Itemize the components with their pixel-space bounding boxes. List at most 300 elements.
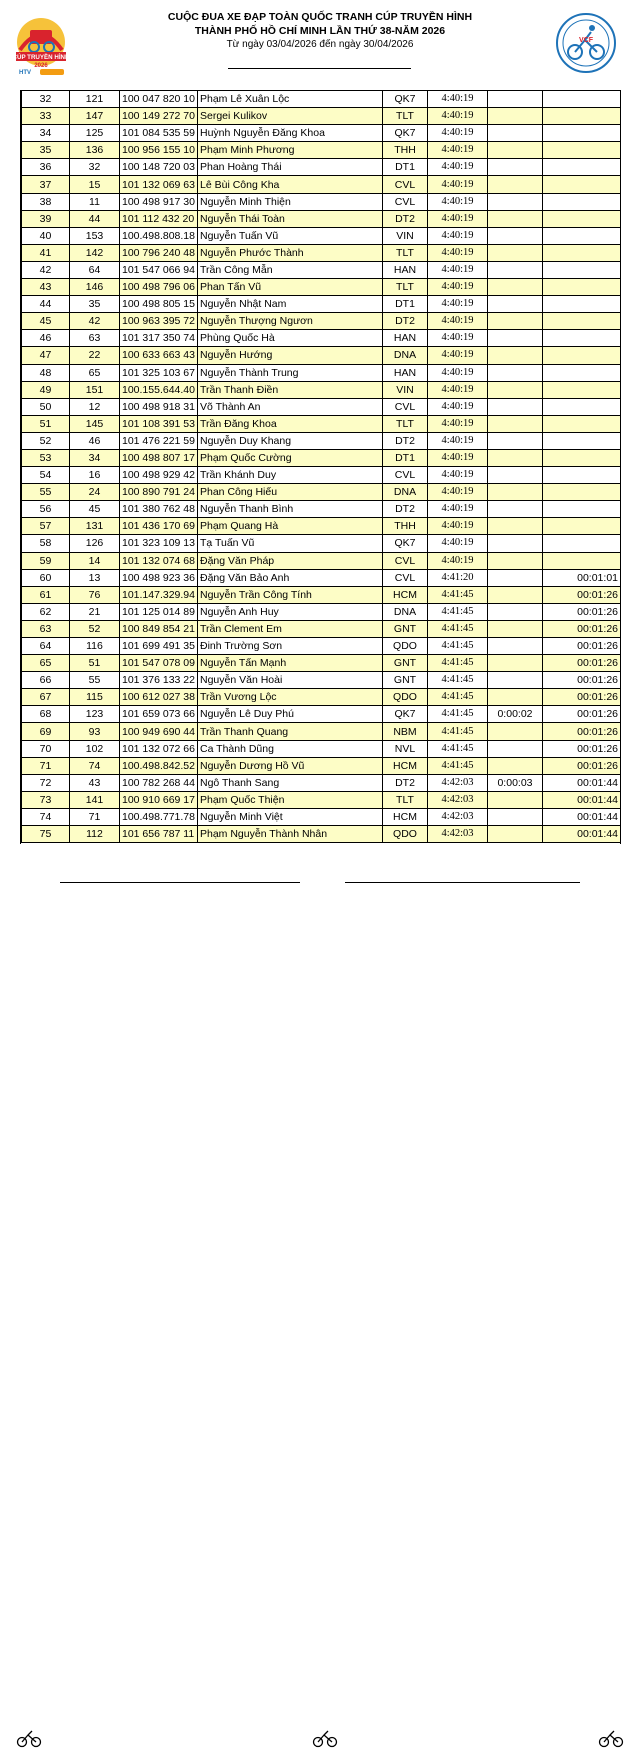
rider-name-cell: Đặng Văn Pháp bbox=[198, 552, 383, 569]
title-underline bbox=[228, 68, 411, 69]
gap-cell: 00:01:44 bbox=[543, 774, 621, 791]
gap-cell bbox=[543, 518, 621, 535]
team-code-cell: DT2 bbox=[383, 210, 428, 227]
bib-cell: 51 bbox=[70, 655, 120, 672]
title-line-1: CUỘC ĐUA XE ĐẠP TOÀN QUỐC TRANH CÚP TRUYỀN HÌNH bbox=[167, 11, 473, 23]
time-cell: 4:40:19 bbox=[428, 279, 488, 296]
bonus-cell bbox=[488, 432, 543, 449]
bonus-cell bbox=[488, 210, 543, 227]
rider-name-cell: Nguyễn Hướng bbox=[198, 347, 383, 364]
gap-cell bbox=[543, 364, 621, 381]
gap-cell bbox=[543, 125, 621, 142]
uci-id-cell: 100 498 929 42 bbox=[120, 467, 198, 484]
time-cell: 4:40:19 bbox=[428, 535, 488, 552]
bonus-cell bbox=[488, 723, 543, 740]
bonus-cell bbox=[488, 261, 543, 278]
rank-cell: 65 bbox=[22, 655, 70, 672]
rank-cell: 54 bbox=[22, 467, 70, 484]
uci-id-cell: 101 108 391 53 bbox=[120, 415, 198, 432]
gap-cell bbox=[543, 244, 621, 261]
bonus-cell bbox=[488, 808, 543, 825]
uci-id-cell: 100.498.771.78 bbox=[120, 808, 198, 825]
table-row bbox=[22, 125, 621, 142]
bib-cell: 112 bbox=[70, 826, 120, 843]
bib-cell: 131 bbox=[70, 518, 120, 535]
rider-name-cell: Trần Vương Lộc bbox=[198, 689, 383, 706]
team-code-cell: CVL bbox=[383, 569, 428, 586]
team-code-cell: CVL bbox=[383, 398, 428, 415]
gap-cell bbox=[543, 415, 621, 432]
rank-cell: 69 bbox=[22, 723, 70, 740]
team-code-cell: CVL bbox=[383, 176, 428, 193]
bib-cell: 147 bbox=[70, 108, 120, 125]
team-code-cell: HCM bbox=[383, 808, 428, 825]
gap-cell bbox=[543, 279, 621, 296]
rank-cell: 62 bbox=[22, 603, 70, 620]
date-range: Từ ngày 03/04/2026 đến ngày 30/04/2026 bbox=[226, 39, 414, 50]
rank-cell: 47 bbox=[22, 347, 70, 364]
gap-cell: 00:01:44 bbox=[543, 791, 621, 808]
gap-cell bbox=[543, 261, 621, 278]
uci-id-cell: 100 498 917 30 bbox=[120, 193, 198, 210]
bib-cell: 14 bbox=[70, 552, 120, 569]
table-row bbox=[22, 740, 621, 757]
team-code-cell: DT1 bbox=[383, 296, 428, 313]
bonus-cell bbox=[488, 296, 543, 313]
uci-id-cell: 101 112 432 20 bbox=[120, 210, 198, 227]
uci-id-cell: 100 498 923 36 bbox=[120, 569, 198, 586]
gap-cell bbox=[543, 330, 621, 347]
table-row bbox=[22, 467, 621, 484]
bib-cell: 46 bbox=[70, 432, 120, 449]
table-row bbox=[22, 108, 621, 125]
bib-cell: 43 bbox=[70, 774, 120, 791]
rider-name-cell: Phạm Quốc Cường bbox=[198, 449, 383, 466]
table-row bbox=[22, 398, 621, 415]
team-code-cell: TLT bbox=[383, 108, 428, 125]
gap-cell bbox=[543, 91, 621, 108]
rank-cell: 55 bbox=[22, 484, 70, 501]
uci-id-cell: 101 376 133 22 bbox=[120, 672, 198, 689]
team-code-cell: DT2 bbox=[383, 774, 428, 791]
uci-id-cell: 101 125 014 89 bbox=[120, 603, 198, 620]
table-row bbox=[22, 347, 621, 364]
time-cell: 4:40:19 bbox=[428, 501, 488, 518]
bonus-cell bbox=[488, 91, 543, 108]
rider-name-cell: Phan Tấn Vũ bbox=[198, 279, 383, 296]
bib-cell: 63 bbox=[70, 330, 120, 347]
uci-id-cell: 101 380 762 48 bbox=[120, 501, 198, 518]
bib-cell: 52 bbox=[70, 620, 120, 637]
time-cell: 4:40:19 bbox=[428, 518, 488, 535]
rider-name-cell: Phạm Minh Phương bbox=[198, 142, 383, 159]
table-row bbox=[22, 774, 621, 791]
team-code-cell: QDO bbox=[383, 638, 428, 655]
rider-name-cell: Nguyễn Thái Toàn bbox=[198, 210, 383, 227]
table-row bbox=[22, 261, 621, 278]
time-cell: 4:40:19 bbox=[428, 432, 488, 449]
table-row bbox=[22, 808, 621, 825]
table-row bbox=[22, 415, 621, 432]
bonus-cell bbox=[488, 227, 543, 244]
gap-cell: 00:01:44 bbox=[543, 808, 621, 825]
table-row bbox=[22, 603, 621, 620]
team-code-cell: QDO bbox=[383, 826, 428, 843]
time-cell: 4:41:45 bbox=[428, 740, 488, 757]
logo-left-sponsor: HTV bbox=[19, 70, 31, 76]
table-row bbox=[22, 210, 621, 227]
time-cell: 4:41:45 bbox=[428, 706, 488, 723]
team-code-cell: QK7 bbox=[383, 125, 428, 142]
rank-cell: 57 bbox=[22, 518, 70, 535]
bib-cell: 74 bbox=[70, 757, 120, 774]
rank-cell: 60 bbox=[22, 569, 70, 586]
page-header bbox=[0, 0, 640, 88]
team-code-cell: QDO bbox=[383, 689, 428, 706]
team-code-cell: DT2 bbox=[383, 313, 428, 330]
bonus-cell bbox=[488, 672, 543, 689]
time-cell: 4:42:03 bbox=[428, 791, 488, 808]
table-row bbox=[22, 432, 621, 449]
rider-name-cell: Nguyễn Nhật Nam bbox=[198, 296, 383, 313]
rank-cell: 50 bbox=[22, 398, 70, 415]
table-row bbox=[22, 296, 621, 313]
rider-name-cell: Nguyễn Duy Khang bbox=[198, 432, 383, 449]
bonus-cell bbox=[488, 159, 543, 176]
time-cell: 4:40:19 bbox=[428, 125, 488, 142]
bonus-cell bbox=[488, 740, 543, 757]
gap-cell bbox=[543, 552, 621, 569]
table-row bbox=[22, 689, 621, 706]
time-cell: 4:41:45 bbox=[428, 638, 488, 655]
footer-divider bbox=[345, 882, 580, 883]
bib-cell: 71 bbox=[70, 808, 120, 825]
rider-name-cell: Ngô Thanh Sang bbox=[198, 774, 383, 791]
bib-cell: 145 bbox=[70, 415, 120, 432]
logo-left-text: CÚP TRUYỀN HÌNH bbox=[12, 54, 70, 61]
gap-cell: 00:01:26 bbox=[543, 689, 621, 706]
uci-id-cell: 100 633 663 43 bbox=[120, 347, 198, 364]
gap-cell: 00:01:26 bbox=[543, 586, 621, 603]
bonus-cell bbox=[488, 638, 543, 655]
tv-cup-logo bbox=[10, 14, 72, 76]
bib-cell: 16 bbox=[70, 467, 120, 484]
rank-cell: 34 bbox=[22, 125, 70, 142]
bib-cell: 93 bbox=[70, 723, 120, 740]
rank-cell: 40 bbox=[22, 227, 70, 244]
gap-cell bbox=[543, 108, 621, 125]
rider-name-cell: Nguyễn Thượng Ngươn bbox=[198, 313, 383, 330]
table-row bbox=[22, 757, 621, 774]
bonus-cell bbox=[488, 484, 543, 501]
rank-cell: 59 bbox=[22, 552, 70, 569]
table-row bbox=[22, 586, 621, 603]
team-code-cell: HAN bbox=[383, 330, 428, 347]
bonus-cell: 0:00:02 bbox=[488, 706, 543, 723]
uci-id-cell: 100 890 791 24 bbox=[120, 484, 198, 501]
gap-cell bbox=[543, 176, 621, 193]
team-code-cell: THH bbox=[383, 518, 428, 535]
gap-cell: 00:01:26 bbox=[543, 638, 621, 655]
rank-cell: 38 bbox=[22, 193, 70, 210]
rank-cell: 70 bbox=[22, 740, 70, 757]
table-row bbox=[22, 826, 621, 843]
bonus-cell bbox=[488, 279, 543, 296]
rank-cell: 71 bbox=[22, 757, 70, 774]
time-cell: 4:41:45 bbox=[428, 586, 488, 603]
bonus-cell bbox=[488, 108, 543, 125]
uci-id-cell: 101 656 787 11 bbox=[120, 826, 198, 843]
gap-cell: 00:01:26 bbox=[543, 655, 621, 672]
uci-id-cell: 100.155.644.40 bbox=[120, 381, 198, 398]
uci-id-cell: 100 949 690 44 bbox=[120, 723, 198, 740]
bib-cell: 65 bbox=[70, 364, 120, 381]
team-code-cell: NBM bbox=[383, 723, 428, 740]
gap-cell bbox=[543, 467, 621, 484]
table-row bbox=[22, 535, 621, 552]
table-row bbox=[22, 381, 621, 398]
rank-cell: 52 bbox=[22, 432, 70, 449]
bonus-cell bbox=[488, 603, 543, 620]
gap-cell bbox=[543, 193, 621, 210]
time-cell: 4:40:19 bbox=[428, 398, 488, 415]
gap-cell bbox=[543, 227, 621, 244]
bonus-cell bbox=[488, 552, 543, 569]
time-cell: 4:40:19 bbox=[428, 415, 488, 432]
uci-id-cell: 101 132 074 68 bbox=[120, 552, 198, 569]
rider-name-cell: Trần Khánh Duy bbox=[198, 467, 383, 484]
time-cell: 4:42:03 bbox=[428, 826, 488, 843]
team-code-cell: GNT bbox=[383, 620, 428, 637]
uci-id-cell: 100 149 272 70 bbox=[120, 108, 198, 125]
rider-name-cell: Lê Bùi Công Kha bbox=[198, 176, 383, 193]
uci-id-cell: 101 659 073 66 bbox=[120, 706, 198, 723]
bib-cell: 126 bbox=[70, 535, 120, 552]
rider-name-cell: Nguyễn Anh Huy bbox=[198, 603, 383, 620]
uci-id-cell: 100 498 918 31 bbox=[120, 398, 198, 415]
bonus-cell bbox=[488, 244, 543, 261]
title-line-2: THÀNH PHỐ HỒ CHÍ MINH LẦN THỨ 38-NĂM 2026 bbox=[194, 25, 446, 37]
rider-name-cell: Phùng Quốc Hà bbox=[198, 330, 383, 347]
uci-id-cell: 101 547 066 94 bbox=[120, 261, 198, 278]
rider-name-cell: Nguyễn Phước Thành bbox=[198, 244, 383, 261]
team-code-cell: HAN bbox=[383, 261, 428, 278]
table-row bbox=[22, 501, 621, 518]
time-cell: 4:41:45 bbox=[428, 689, 488, 706]
uci-id-cell: 100 148 720 03 bbox=[120, 159, 198, 176]
gap-cell: 00:01:26 bbox=[543, 757, 621, 774]
table-row bbox=[22, 227, 621, 244]
rider-name-cell: Võ Thành An bbox=[198, 398, 383, 415]
bonus-cell bbox=[488, 586, 543, 603]
bib-cell: 136 bbox=[70, 142, 120, 159]
bib-cell: 116 bbox=[70, 638, 120, 655]
table-row bbox=[22, 552, 621, 569]
gap-cell bbox=[543, 398, 621, 415]
rider-name-cell: Nguyễn Tuấn Vũ bbox=[198, 227, 383, 244]
vcf-logo bbox=[555, 12, 617, 74]
gap-cell bbox=[543, 313, 621, 330]
bonus-cell bbox=[488, 689, 543, 706]
bib-cell: 123 bbox=[70, 706, 120, 723]
uci-id-cell: 100 498 805 15 bbox=[120, 296, 198, 313]
time-cell: 4:40:19 bbox=[428, 467, 488, 484]
time-cell: 4:42:03 bbox=[428, 774, 488, 791]
table-row bbox=[22, 723, 621, 740]
gap-cell: 00:01:26 bbox=[543, 603, 621, 620]
time-cell: 4:40:19 bbox=[428, 552, 488, 569]
rider-name-cell: Nguyễn Văn Hoài bbox=[198, 672, 383, 689]
rider-name-cell: Nguyễn Minh Việt bbox=[198, 808, 383, 825]
time-cell: 4:41:45 bbox=[428, 757, 488, 774]
bib-cell: 32 bbox=[70, 159, 120, 176]
gap-cell: 00:01:26 bbox=[543, 706, 621, 723]
time-cell: 4:40:19 bbox=[428, 176, 488, 193]
rider-name-cell: Trần Clement Em bbox=[198, 620, 383, 637]
rank-cell: 49 bbox=[22, 381, 70, 398]
bib-cell: 42 bbox=[70, 313, 120, 330]
team-code-cell: DT1 bbox=[383, 449, 428, 466]
rider-name-cell: Huỳnh Nguyễn Đăng Khoa bbox=[198, 125, 383, 142]
rank-cell: 75 bbox=[22, 826, 70, 843]
rank-cell: 72 bbox=[22, 774, 70, 791]
bonus-cell bbox=[488, 398, 543, 415]
time-cell: 4:41:45 bbox=[428, 603, 488, 620]
rider-name-cell: Nguyễn Tấn Mạnh bbox=[198, 655, 383, 672]
rank-cell: 45 bbox=[22, 313, 70, 330]
table-row bbox=[22, 193, 621, 210]
team-code-cell: QK7 bbox=[383, 706, 428, 723]
bib-cell: 153 bbox=[70, 227, 120, 244]
time-cell: 4:40:19 bbox=[428, 313, 488, 330]
team-code-cell: THH bbox=[383, 142, 428, 159]
uci-id-cell: 101 323 109 13 bbox=[120, 535, 198, 552]
cyclist-icon bbox=[598, 1728, 624, 1748]
logo-left-year: 2026 bbox=[34, 63, 48, 69]
rider-name-cell: Sergei Kulikov bbox=[198, 108, 383, 125]
bonus-cell bbox=[488, 620, 543, 637]
rank-cell: 58 bbox=[22, 535, 70, 552]
rank-cell: 64 bbox=[22, 638, 70, 655]
team-code-cell: CVL bbox=[383, 552, 428, 569]
uci-id-cell: 100.498.842.52 bbox=[120, 757, 198, 774]
rider-name-cell: Phạm Quốc Thiện bbox=[198, 791, 383, 808]
table-row bbox=[22, 330, 621, 347]
bonus-cell bbox=[488, 826, 543, 843]
team-code-cell: NVL bbox=[383, 740, 428, 757]
bib-cell: 121 bbox=[70, 91, 120, 108]
results-body bbox=[22, 91, 621, 843]
rider-name-cell: Nguyễn Dương Hồ Vũ bbox=[198, 757, 383, 774]
gap-cell bbox=[543, 535, 621, 552]
bonus-cell bbox=[488, 330, 543, 347]
bib-cell: 102 bbox=[70, 740, 120, 757]
team-code-cell: DT2 bbox=[383, 432, 428, 449]
rank-cell: 63 bbox=[22, 620, 70, 637]
bib-cell: 125 bbox=[70, 125, 120, 142]
bib-cell: 15 bbox=[70, 176, 120, 193]
rank-cell: 61 bbox=[22, 586, 70, 603]
bib-cell: 21 bbox=[70, 603, 120, 620]
uci-id-cell: 100 498 796 06 bbox=[120, 279, 198, 296]
gap-cell bbox=[543, 347, 621, 364]
table-row bbox=[22, 449, 621, 466]
bonus-cell bbox=[488, 176, 543, 193]
cyclist-icon bbox=[312, 1728, 338, 1748]
team-code-cell: GNT bbox=[383, 672, 428, 689]
team-code-cell: CVL bbox=[383, 467, 428, 484]
bib-cell: 24 bbox=[70, 484, 120, 501]
uci-id-cell: 101 132 069 63 bbox=[120, 176, 198, 193]
team-code-cell: HCM bbox=[383, 586, 428, 603]
gap-cell bbox=[543, 296, 621, 313]
bib-cell: 22 bbox=[70, 347, 120, 364]
bib-cell: 45 bbox=[70, 501, 120, 518]
uci-id-cell: 100 047 820 10 bbox=[120, 91, 198, 108]
rank-cell: 41 bbox=[22, 244, 70, 261]
team-code-cell: DNA bbox=[383, 484, 428, 501]
bib-cell: 44 bbox=[70, 210, 120, 227]
bib-cell: 34 bbox=[70, 449, 120, 466]
bib-cell: 146 bbox=[70, 279, 120, 296]
time-cell: 4:40:19 bbox=[428, 193, 488, 210]
uci-id-cell: 101 132 072 66 bbox=[120, 740, 198, 757]
bib-cell: 115 bbox=[70, 689, 120, 706]
uci-id-cell: 100 956 155 10 bbox=[120, 142, 198, 159]
time-cell: 4:42:03 bbox=[428, 808, 488, 825]
table-row bbox=[22, 142, 621, 159]
rider-name-cell: Trần Đăng Khoa bbox=[198, 415, 383, 432]
bonus-cell bbox=[488, 449, 543, 466]
table-row bbox=[22, 279, 621, 296]
rider-name-cell: Nguyễn Minh Thiện bbox=[198, 193, 383, 210]
rider-name-cell: Ca Thành Dũng bbox=[198, 740, 383, 757]
rank-cell: 33 bbox=[22, 108, 70, 125]
team-code-cell: HCM bbox=[383, 757, 428, 774]
bib-cell: 55 bbox=[70, 672, 120, 689]
table-row bbox=[22, 484, 621, 501]
bib-cell: 142 bbox=[70, 244, 120, 261]
results-table bbox=[21, 90, 621, 843]
logo-right-text: VCF bbox=[579, 37, 593, 44]
table-row bbox=[22, 159, 621, 176]
team-code-cell: DT2 bbox=[383, 501, 428, 518]
gap-cell bbox=[543, 210, 621, 227]
rank-cell: 43 bbox=[22, 279, 70, 296]
gap-cell bbox=[543, 159, 621, 176]
uci-id-cell: 101 317 350 74 bbox=[120, 330, 198, 347]
uci-id-cell: 100 612 027 38 bbox=[120, 689, 198, 706]
table-row bbox=[22, 706, 621, 723]
uci-id-cell: 100 963 395 72 bbox=[120, 313, 198, 330]
uci-id-cell: 101.147.329.94 bbox=[120, 586, 198, 603]
rank-cell: 46 bbox=[22, 330, 70, 347]
team-code-cell: TLT bbox=[383, 791, 428, 808]
bib-cell: 12 bbox=[70, 398, 120, 415]
rank-cell: 51 bbox=[22, 415, 70, 432]
rider-name-cell: Nguyễn Lê Duy Phú bbox=[198, 706, 383, 723]
table-row bbox=[22, 620, 621, 637]
rider-name-cell: Trần Thanh Quang bbox=[198, 723, 383, 740]
time-cell: 4:41:20 bbox=[428, 569, 488, 586]
rider-name-cell: Phan Công Hiếu bbox=[198, 484, 383, 501]
bonus-cell bbox=[488, 142, 543, 159]
gap-cell: 00:01:26 bbox=[543, 672, 621, 689]
rider-name-cell: Phan Hoàng Thái bbox=[198, 159, 383, 176]
bib-cell: 64 bbox=[70, 261, 120, 278]
time-cell: 4:40:19 bbox=[428, 261, 488, 278]
table-row bbox=[22, 518, 621, 535]
